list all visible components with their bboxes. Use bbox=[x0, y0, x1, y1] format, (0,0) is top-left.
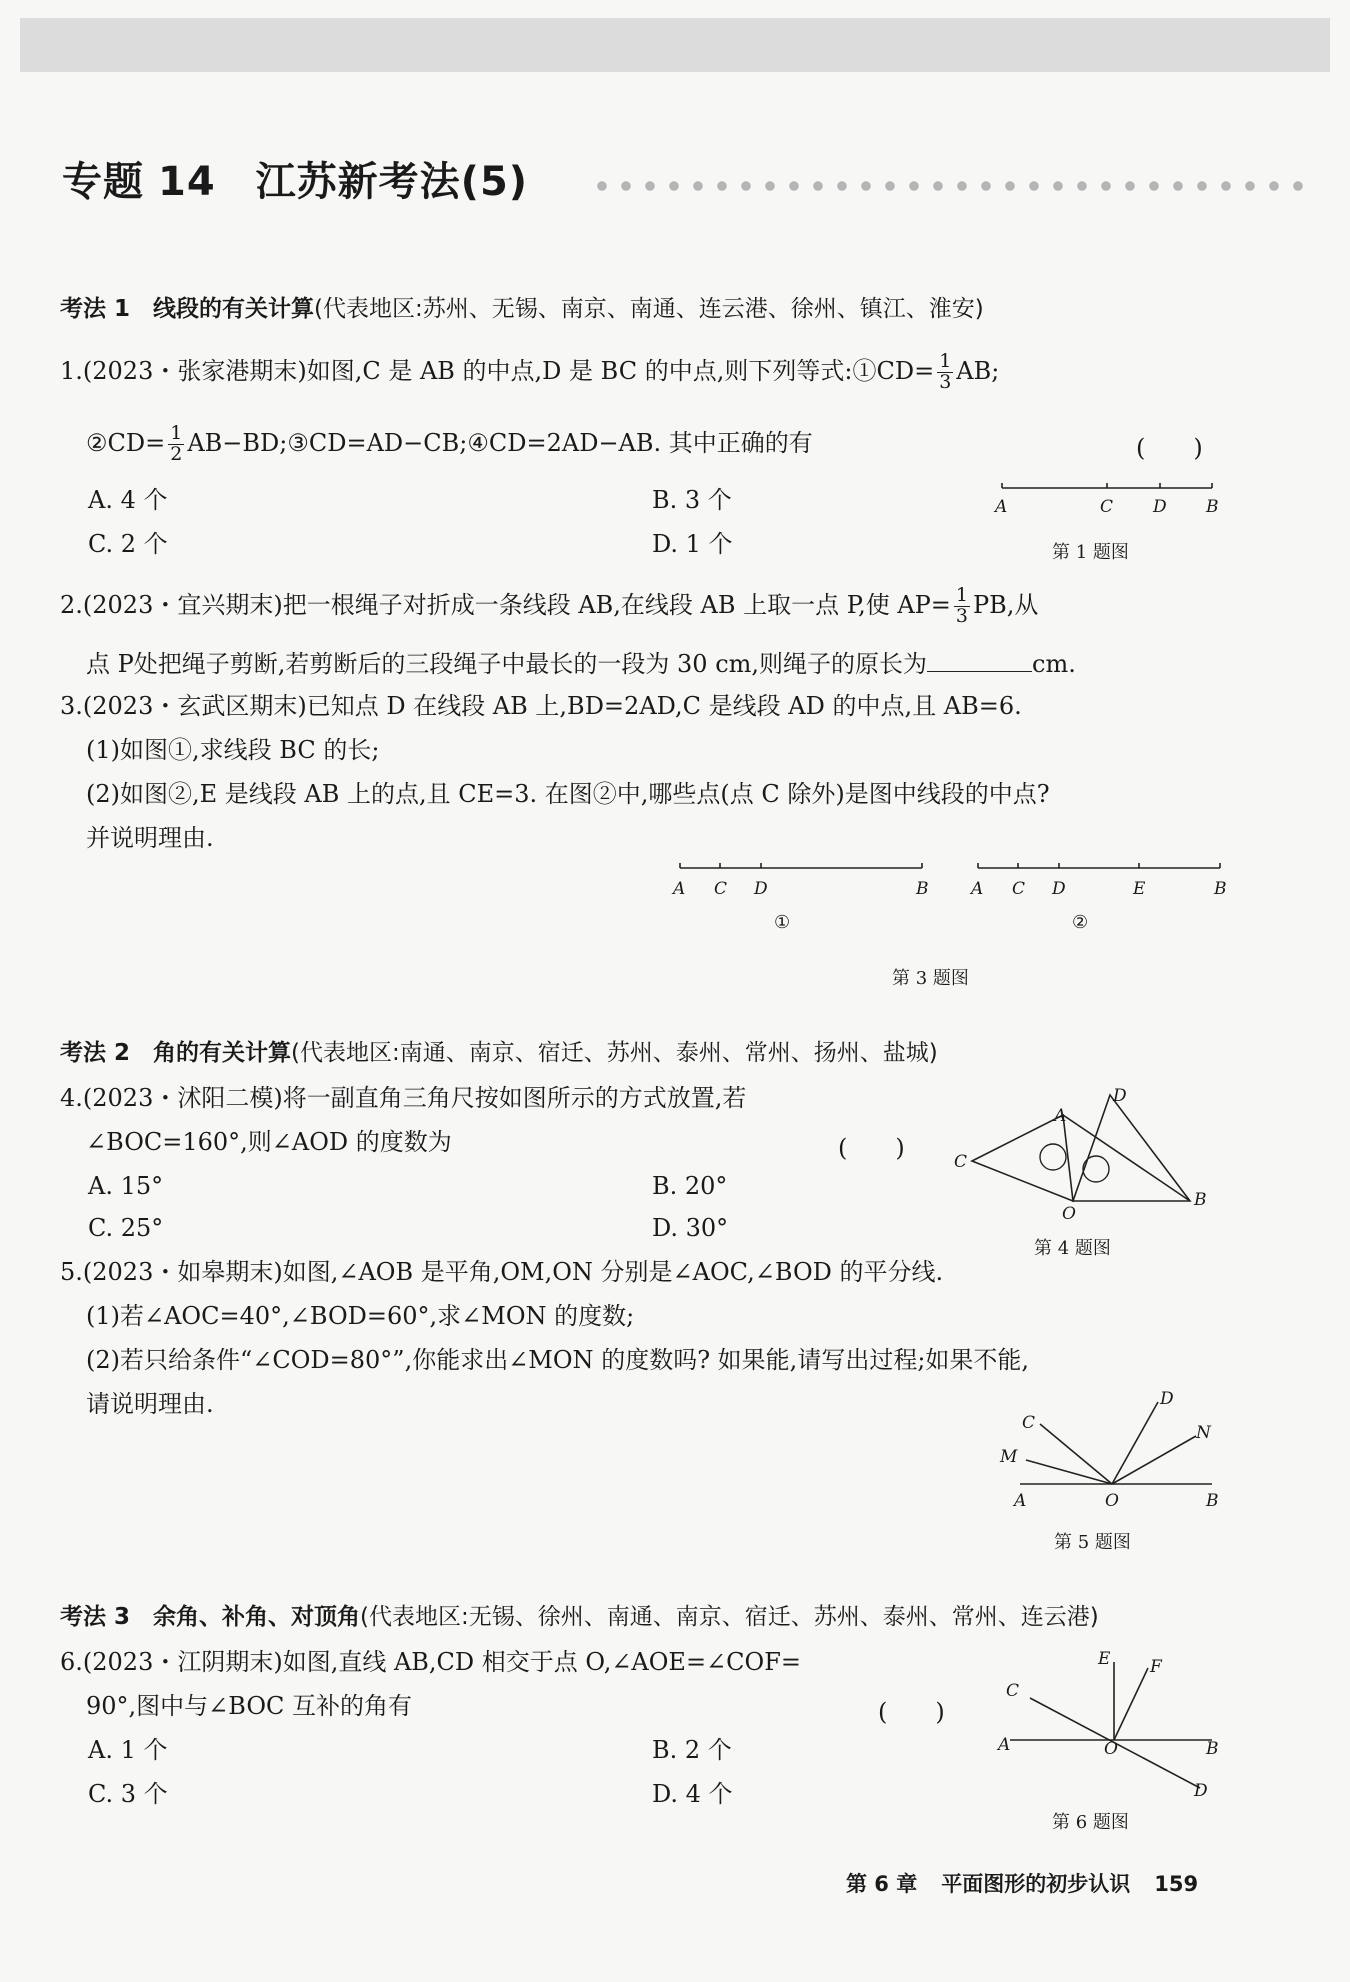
chapter-number: 第 6 章 bbox=[846, 1872, 918, 1896]
point-label: B bbox=[1206, 497, 1219, 517]
point-label: D bbox=[1113, 1086, 1127, 1106]
question-6-line-2: 90°,图中与∠BOC 互补的角有 bbox=[86, 1692, 413, 1720]
figure-3 bbox=[668, 856, 1228, 946]
point-label: B bbox=[916, 879, 929, 899]
point-label: B bbox=[1214, 879, 1227, 899]
answer-bracket: ( ) bbox=[1136, 434, 1203, 462]
option-b: B. 3 个 bbox=[652, 486, 732, 514]
answer-bracket: ( ) bbox=[838, 1134, 905, 1162]
section-heading-2: 考法 2 角的有关计算(代表地区:南通、南京、宿迁、苏州、泰州、常州、扬州、盐城) bbox=[60, 1040, 938, 1066]
figure-caption: 第 6 题图 bbox=[1052, 1812, 1129, 1833]
question-4-line-2: ∠BOC=160°,则∠AOD 的度数为 bbox=[86, 1128, 452, 1156]
option-d: D. 30° bbox=[652, 1214, 729, 1242]
question-4-line-1: 4.(2023・沭阳二模)将一副直角三角尺按如图所示的方式放置,若 bbox=[60, 1084, 747, 1112]
point-label: N bbox=[1196, 1423, 1211, 1443]
fraction: $\frac{1}{2}$ bbox=[170, 422, 183, 465]
figure-caption: 第 4 题图 bbox=[1034, 1238, 1111, 1259]
page-footer bbox=[846, 1868, 1198, 1898]
figure-caption: 第 3 题图 bbox=[892, 968, 969, 989]
point-label: D bbox=[1052, 879, 1066, 899]
figure-4 bbox=[950, 1085, 1230, 1225]
page-number: 159 bbox=[1154, 1872, 1199, 1896]
question-5-line-2: (1)若∠AOC=40°,∠BOD=60°,求∠MON 的度数; bbox=[86, 1302, 635, 1330]
question-3-line-1: 3.(2023・玄武区期末)已知点 D 在线段 AB 上,BD=2AD,C 是线段 AD 的中点,且 AB=6. bbox=[60, 692, 1022, 720]
option-a: A. 4 个 bbox=[88, 486, 168, 514]
question-6-line-1: 6.(2023・江阴期末)如图,直线 AB,CD 相交于点 O,∠AOE=∠COF= bbox=[60, 1648, 801, 1676]
option-c: C. 25° bbox=[88, 1214, 164, 1242]
point-label: C bbox=[1006, 1681, 1020, 1701]
option-d: D. 1 个 bbox=[652, 530, 733, 558]
option-d: D. 4 个 bbox=[652, 1780, 733, 1808]
point-label: B bbox=[1206, 1739, 1219, 1759]
figure-caption: 第 1 题图 bbox=[1052, 542, 1129, 563]
question-3-line-2: (1)如图①,求线段 BC 的长; bbox=[86, 736, 380, 764]
point-label: D bbox=[1153, 497, 1167, 517]
point-label: D bbox=[1194, 1781, 1208, 1801]
point-label: F bbox=[1150, 1657, 1162, 1677]
question-1-line-1: 1.(2023・张家港期末)如图,C 是 AB 的中点,D 是 BC 的中点,则下列等式:①CD= $\frac{1}{3}$ AB; bbox=[60, 350, 1000, 393]
figure-5 bbox=[990, 1390, 1230, 1510]
point-label: C bbox=[714, 879, 728, 899]
option-b: B. 2 个 bbox=[652, 1736, 732, 1764]
point-label: A bbox=[673, 879, 686, 899]
question-5-line-4: 请说明理由. bbox=[86, 1390, 214, 1418]
question-3-line-3: (2)如图②,E 是线段 AB 上的点,且 CE=3. 在图②中,哪些点(点 C 除外)是图中线段的中点? bbox=[86, 780, 1050, 808]
point-label: B bbox=[1206, 1491, 1219, 1511]
point-label: O bbox=[1062, 1204, 1076, 1224]
chapter-title: 平面图形的初步认识 bbox=[941, 1872, 1131, 1896]
fraction: $\frac{1}{3}$ bbox=[955, 584, 969, 627]
section-heading-1: 考法 1 线段的有关计算(代表地区:苏州、无锡、南京、南通、连云港、徐州、镇江、淮安) bbox=[60, 296, 984, 322]
figure-caption: 第 5 题图 bbox=[1054, 1532, 1131, 1553]
answer-bracket: ( ) bbox=[878, 1698, 945, 1726]
point-label: A bbox=[995, 497, 1008, 517]
point-label: C bbox=[954, 1152, 968, 1172]
option-c: C. 2 个 bbox=[88, 530, 168, 558]
point-label: C bbox=[1012, 879, 1026, 899]
question-2-line-2: 点 P处把绳子剪断,若剪断后的三段绳子中最长的一段为 30 cm,则绳子的原长为 cm. bbox=[86, 650, 1076, 678]
figure-3-mark-2: ② bbox=[1072, 912, 1089, 933]
option-c: C. 3 个 bbox=[88, 1780, 168, 1808]
option-a: A. 15° bbox=[88, 1172, 164, 1200]
point-label: E bbox=[1098, 1649, 1111, 1669]
question-1-line-2: ②CD= $\frac{1}{2}$ AB−BD;③CD=AD−CB;④CD=2AD−AB. 其中正确的有 bbox=[86, 422, 813, 465]
page-header-band bbox=[20, 18, 1330, 72]
point-label: O bbox=[1105, 1491, 1119, 1511]
question-2-line-1: 2.(2023・宜兴期末)把一根绳子对折成一条线段 AB,在线段 AB 上取一点 P,使 AP= $\frac{1}{3}$ PB,从 bbox=[60, 584, 1039, 627]
question-3-line-4: 并说明理由. bbox=[86, 824, 214, 852]
point-label: D bbox=[754, 879, 768, 899]
section-heading-3: 考法 3 余角、补角、对顶角(代表地区:无锡、徐州、南通、南京、宿迁、苏州、泰州、常州、连云港) bbox=[60, 1604, 1099, 1630]
point-label: O bbox=[1104, 1739, 1118, 1759]
point-label: D bbox=[1160, 1389, 1174, 1409]
question-5-line-3: (2)若只给条件“∠COD=80°”,你能求出∠MON 的度数吗? 如果能,请写出过程;如果不能, bbox=[86, 1346, 1030, 1374]
page-title: 专题 14 江苏新考法(5) bbox=[62, 159, 529, 205]
title-dot-leader bbox=[590, 180, 1310, 192]
question-5-line-1: 5.(2023・如皋期末)如图,∠AOB 是平角,OM,ON 分别是∠AOC,∠BOD 的平分线. bbox=[60, 1258, 944, 1286]
option-a: A. 1 个 bbox=[88, 1736, 168, 1764]
figure-1 bbox=[990, 476, 1230, 536]
figure-3-mark-1: ① bbox=[774, 912, 791, 933]
point-label: C bbox=[1100, 497, 1114, 517]
point-label: M bbox=[1000, 1447, 1018, 1467]
point-label: C bbox=[1022, 1413, 1036, 1433]
option-b: B. 20° bbox=[652, 1172, 728, 1200]
fraction: $\frac{1}{3}$ bbox=[939, 350, 952, 393]
point-label: A bbox=[998, 1735, 1011, 1755]
figure-6 bbox=[990, 1648, 1230, 1808]
point-label: A bbox=[1054, 1106, 1067, 1126]
point-label: B bbox=[1194, 1190, 1207, 1210]
point-label: E bbox=[1133, 879, 1146, 899]
answer-blank[interactable] bbox=[927, 651, 1032, 672]
point-label: A bbox=[1014, 1491, 1027, 1511]
point-label: A bbox=[971, 879, 984, 899]
